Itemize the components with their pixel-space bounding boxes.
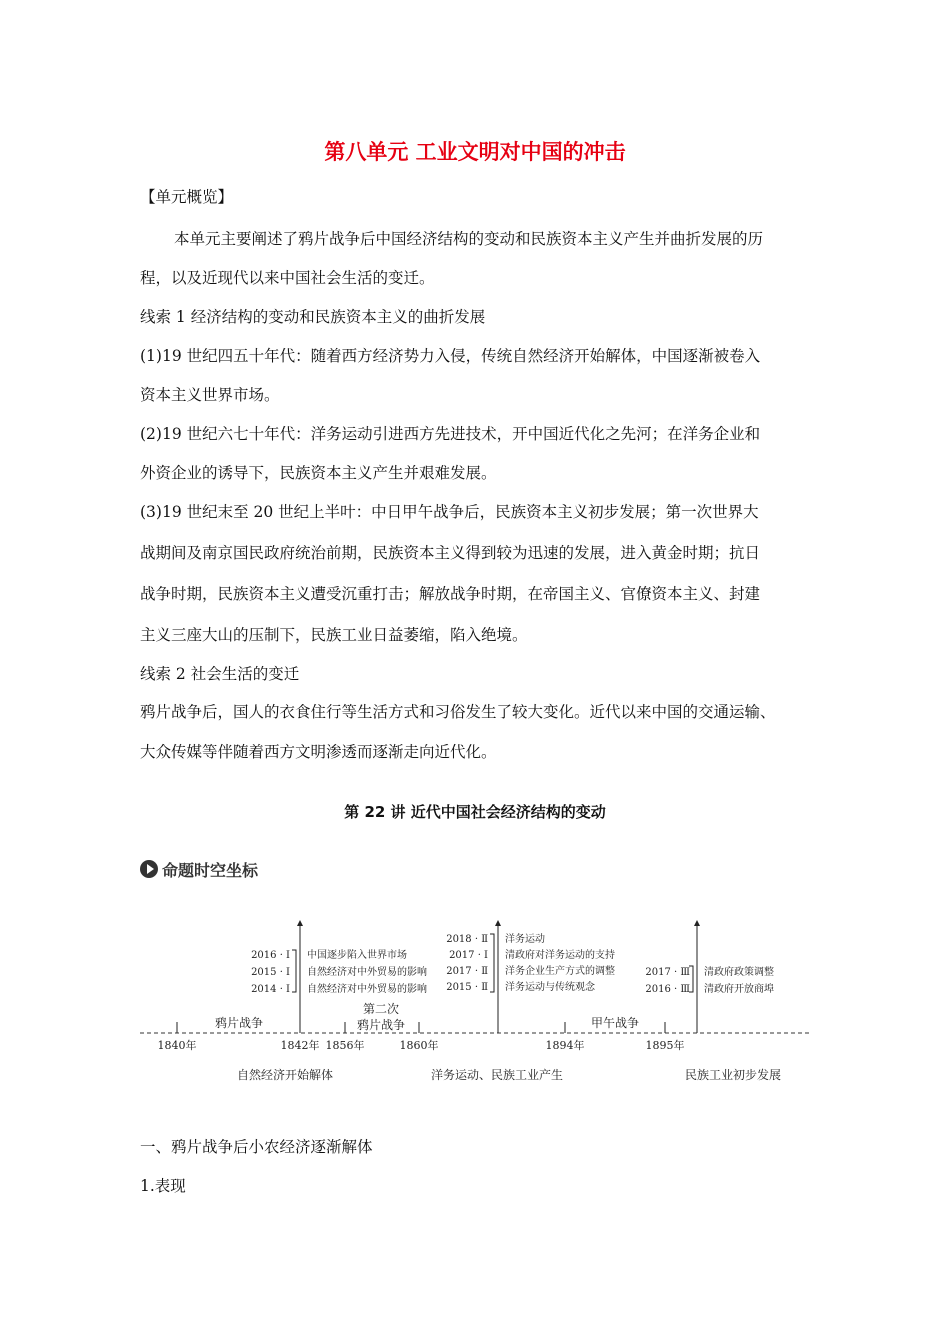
clue2-line-2: 大众传媒等伴随着西方文明渗透而逐渐走向近代化。 — [140, 743, 497, 761]
period-1: 自然经济开始解体 — [236, 1068, 334, 1082]
war-label-jiawu: 甲午战争 — [590, 1016, 640, 1030]
topic-1-3: 自然经济对中外贸易的影响 — [307, 984, 427, 995]
topic-2-1: 洋务运动 — [505, 934, 545, 945]
exam-2-1: 2018 · Ⅱ — [446, 934, 488, 945]
clue2-title: 线索 2 社会生活的变迁 — [140, 665, 300, 683]
war-label-second-opium: 鸦片战争 — [356, 1018, 406, 1032]
year-1840: 1840年 — [157, 1039, 197, 1052]
clue1-line-1: (1)19 世纪四五十年代：随着西方经济势力入侵，传统自然经济开始解体，中国逐渐被卷入 — [140, 347, 761, 365]
overview-line-2: 程，以及近现代以来中国社会生活的变迁。 — [140, 269, 435, 287]
clue1-line-8: 主义三座大山的压制下，民族工业日益萎缩，陷入绝境。 — [140, 626, 528, 644]
year-1842: 1842年 — [280, 1039, 320, 1052]
year-1895: 1895年 — [645, 1039, 685, 1052]
year-1860: 1860年 — [399, 1039, 439, 1052]
exam-1-2: 2015 · Ⅰ — [251, 967, 290, 978]
overview-header: 【单元概览】 — [140, 188, 234, 206]
topic-3-2: 清政府开放商埠 — [704, 984, 774, 995]
exam-3-1: 2017 · Ⅲ — [645, 967, 690, 978]
topic-2-2: 清政府对洋务运动的支持 — [505, 950, 615, 961]
unit-title: 第八单元 工业文明对中国的冲击 — [324, 140, 626, 164]
period-3: 民族工业初步发展 — [684, 1068, 782, 1082]
item-heading-1: 1.表现 — [140, 1177, 186, 1195]
clue1-line-2: 资本主义世界市场。 — [140, 386, 280, 404]
topic-1-1: 中国逐步陷入世界市场 — [307, 950, 407, 961]
section-heading-1: 一、鸦片战争后小农经济逐渐解体 — [140, 1138, 373, 1156]
lecture-title: 第 22 讲 近代中国社会经济结构的变动 — [344, 803, 606, 821]
topic-2-4: 洋务运动与传统观念 — [505, 982, 595, 993]
bracket-1 — [292, 950, 296, 992]
war-label-second: 第二次 — [362, 1002, 400, 1016]
topic-2-3: 洋务企业生产方式的调整 — [505, 966, 615, 977]
topic-3-1: 清政府政策调整 — [704, 967, 774, 978]
year-1894: 1894年 — [545, 1039, 585, 1052]
war-label-opium: 鸦片战争 — [214, 1016, 264, 1030]
period-2: 洋务运动、民族工业产生 — [430, 1068, 564, 1082]
exam-1-3: 2014 · Ⅰ — [251, 984, 290, 995]
overview-line-1: 本单元主要阐述了鸦片战争后中国经济结构的变动和民族资本主义产生并曲折发展的历 — [174, 230, 764, 248]
clue1-title: 线索 1 经济结构的变动和民族资本主义的曲折发展 — [140, 308, 486, 326]
banner-label: 命题时空坐标 — [162, 860, 259, 880]
bracket-2 — [490, 934, 494, 992]
topic-1-2: 自然经济对中外贸易的影响 — [307, 967, 427, 978]
clue1-line-3: (2)19 世纪六七十年代：洋务运动引进西方先进技术，开中国近代化之先河；在洋务企业和 — [140, 425, 761, 443]
exam-2-3: 2017 · Ⅱ — [446, 966, 488, 977]
year-1856: 1856年 — [325, 1039, 365, 1052]
clue1-line-6: 战期间及南京国民政府统治前期，民族资本主义得到较为迅速的发展，进入黄金时期；抗日 — [140, 544, 761, 562]
clue1-line-4: 外资企业的诱导下，民族资本主义产生并艰难发展。 — [140, 464, 497, 482]
clue2-line-1: 鸦片战争后，国人的衣食住行等生活方式和习俗发生了较大变化。近代以来中国的交通运输、 — [140, 703, 776, 721]
clue1-line-7: 战争时期，民族资本主义遭受沉重打击；解放战争时期，在帝国主义、官僚资本主义、封建 — [140, 585, 761, 603]
exam-2-2: 2017 · Ⅰ — [449, 950, 488, 961]
exam-3-2: 2016 · Ⅲ — [645, 984, 690, 995]
clue1-line-5: (3)19 世纪末至 20 世纪上半叶：中日甲午战争后，民族资本主义初步发展；第一次世界大 — [140, 503, 759, 521]
exam-1-1: 2016 · Ⅰ — [251, 950, 290, 961]
exam-2-4: 2015 · Ⅱ — [446, 982, 488, 993]
